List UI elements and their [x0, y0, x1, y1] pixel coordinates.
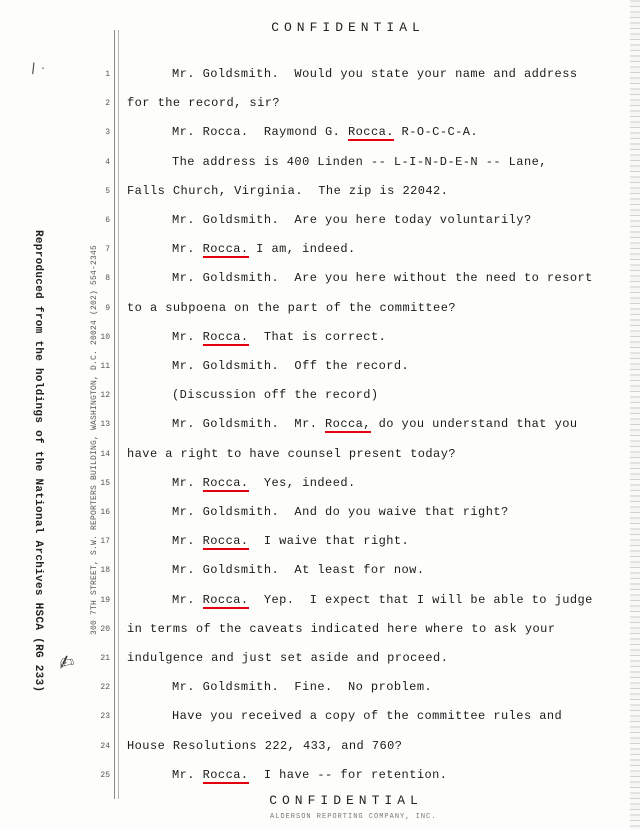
line-text-segment: Mr.: [172, 329, 203, 344]
confidential-header: CONFIDENTIAL: [271, 20, 425, 35]
underlined-name: Rocca.: [347, 125, 394, 140]
line-number: 12: [100, 391, 110, 401]
line-number: 3: [105, 128, 110, 138]
reporter-address: 300 7TH STREET, S.W. REPORTERS BUILDING, WASHINGTON, D.C. 20024 (202) 554-2345: [90, 244, 99, 635]
line-number: 21: [100, 654, 110, 663]
line-text-segment: Mr. Rocca. Raymond G.: [172, 125, 348, 140]
transcript-line: [0, 329, 640, 358]
line-text: [172, 562, 425, 578]
line-text-segment: (Discussion off the record): [172, 388, 379, 403]
line-text-segment: do you understand that you: [370, 417, 578, 432]
transcript-line: [0, 154, 640, 183]
underlined-name: Rocca.: [202, 767, 249, 782]
line-text-segment: Mr. Goldsmith. Off the record.: [172, 359, 410, 373]
line-text: [172, 708, 562, 724]
line-number: 7: [105, 245, 110, 255]
transcript-line: [0, 124, 640, 153]
line-number: 2: [105, 99, 110, 109]
transcript-line: [0, 562, 640, 591]
line-number: 23: [100, 712, 110, 722]
transcript-line: [0, 212, 640, 241]
transcript-line: [0, 446, 640, 475]
line-text-segment: R-O-C-C-A.: [393, 125, 479, 140]
line-text-segment: Mr. Goldsmith. Mr.: [172, 417, 326, 432]
line-number: 20: [100, 624, 110, 634]
line-text-segment: indulgence and just set aside and proceed.: [127, 651, 449, 665]
line-text: [172, 679, 432, 695]
line-text-segment: to a subpoena on the part of the committee?: [127, 300, 457, 315]
line-text-segment: The address is 400 Linden -- L-I-N-D-E-N -- Lane,: [172, 154, 547, 169]
line-text: [172, 475, 356, 491]
line-text: [127, 650, 448, 666]
transcript-line: [0, 270, 640, 299]
line-text: [127, 300, 456, 316]
confidential-footer: CONFIDENTIAL: [269, 793, 423, 808]
line-text: [172, 270, 593, 286]
line-text-segment: Mr.: [172, 592, 203, 607]
line-text-segment: House Resolutions 222, 433, and 760?: [127, 738, 403, 753]
transcript-line: [0, 533, 640, 562]
line-text-segment: I have -- for retention.: [248, 767, 448, 782]
transcript-line: [0, 387, 640, 416]
line-text-segment: Mr. Goldsmith. And do you waive that right?: [172, 505, 509, 519]
line-text: [172, 416, 578, 432]
line-text-segment: Have you received a copy of the committee rules and: [172, 709, 563, 724]
margin-tick-mark: \: [24, 61, 41, 79]
line-text: [127, 95, 280, 111]
transcript-line: [0, 679, 640, 708]
line-text: [172, 592, 593, 608]
line-number: 22: [100, 683, 110, 693]
transcript-line: [0, 592, 640, 621]
line-number: 17: [100, 537, 110, 547]
line-text-segment: for the record, sir?: [127, 96, 281, 111]
transcript-line: [0, 475, 640, 504]
line-text-segment: Mr.: [172, 534, 203, 549]
line-number: 5: [105, 186, 110, 196]
line-number: 1: [105, 70, 110, 79]
line-text-segment: in terms of the caveats indicated here where to ask your: [127, 621, 556, 636]
underlined-name: Rocca.: [202, 592, 249, 607]
transcript-line: [0, 358, 640, 387]
transcript-line: [0, 183, 640, 212]
line-text: [172, 329, 386, 345]
line-number: 13: [100, 420, 110, 430]
line-number: 10: [100, 332, 110, 342]
archives-reproduction-note: Reproduced from the holdings of the National Archives HSCA (RG 233): [32, 230, 44, 693]
line-text-segment: I am, indeed.: [248, 242, 356, 257]
transcript-line: [0, 66, 640, 95]
line-text: [127, 183, 448, 199]
line-number: 25: [100, 770, 110, 780]
line-number: 15: [100, 478, 110, 488]
line-text-segment: Yep. I expect that I will be able to judge: [248, 592, 593, 607]
underlined-name: Rocca.: [202, 475, 249, 490]
line-text-segment: Mr.: [172, 242, 203, 257]
line-number: 18: [100, 566, 110, 576]
line-text: [172, 241, 356, 257]
line-number: 6: [105, 216, 110, 225]
underlined-name: Rocca,: [325, 417, 371, 432]
transcript-line: [0, 650, 640, 679]
line-text-segment: Mr. Goldsmith. Are you here today voluntarily?: [172, 213, 532, 227]
line-text-segment: Mr. Goldsmith. Fine. No problem.: [172, 680, 433, 695]
line-number: 19: [100, 595, 110, 605]
underlined-name: Rocca.: [202, 534, 249, 549]
line-number: 16: [100, 508, 110, 517]
line-text: [172, 387, 379, 403]
margin-dot: .: [40, 62, 47, 73]
underlined-name: Rocca.: [202, 329, 249, 344]
line-text: [172, 767, 447, 783]
line-text-segment: have a right to have counsel present today?: [127, 446, 457, 461]
transcript-line: [0, 708, 640, 737]
line-number: 8: [105, 274, 110, 284]
handwritten-initials: ✍: [54, 645, 78, 679]
transcript-line: [0, 241, 640, 270]
reporting-company-line: ALDERSON REPORTING COMPANY, INC.: [270, 813, 437, 821]
transcript-line: [0, 621, 640, 650]
line-number: 9: [105, 303, 110, 313]
line-text: [172, 358, 409, 374]
line-text-segment: Mr. Goldsmith. At least for now.: [172, 563, 425, 578]
line-text-segment: Mr. Goldsmith. Are you here without the need to resort: [172, 271, 593, 286]
line-number: 11: [100, 362, 110, 371]
line-text-segment: I waive that right.: [248, 534, 410, 549]
transcript-line: [0, 95, 640, 124]
line-text: [172, 154, 547, 170]
line-number: 4: [105, 157, 110, 167]
transcript-line: [0, 416, 640, 445]
line-number: 24: [100, 741, 110, 751]
line-number: 14: [100, 449, 110, 459]
transcript-line: [0, 767, 640, 796]
line-text: [127, 738, 402, 754]
line-text-segment: Falls Church, Virginia. The zip is 22042.: [127, 183, 449, 198]
line-text-segment: Mr. Goldsmith. Would you state your name and address: [172, 67, 578, 81]
line-text: [127, 446, 456, 462]
line-text: [172, 124, 478, 140]
line-text: [172, 504, 509, 520]
line-text: [127, 621, 555, 637]
transcript-line: [0, 504, 640, 533]
line-text-segment: Mr.: [172, 767, 203, 782]
line-text: [172, 212, 532, 228]
line-text-segment: Yes, indeed.: [248, 475, 356, 490]
line-text-segment: That is correct.: [248, 329, 387, 344]
line-text-segment: Mr.: [172, 475, 203, 490]
line-text: [172, 66, 578, 82]
transcript-line: [0, 300, 640, 329]
transcript-line: [0, 738, 640, 767]
line-text: [172, 533, 409, 549]
underlined-name: Rocca.: [202, 242, 249, 257]
